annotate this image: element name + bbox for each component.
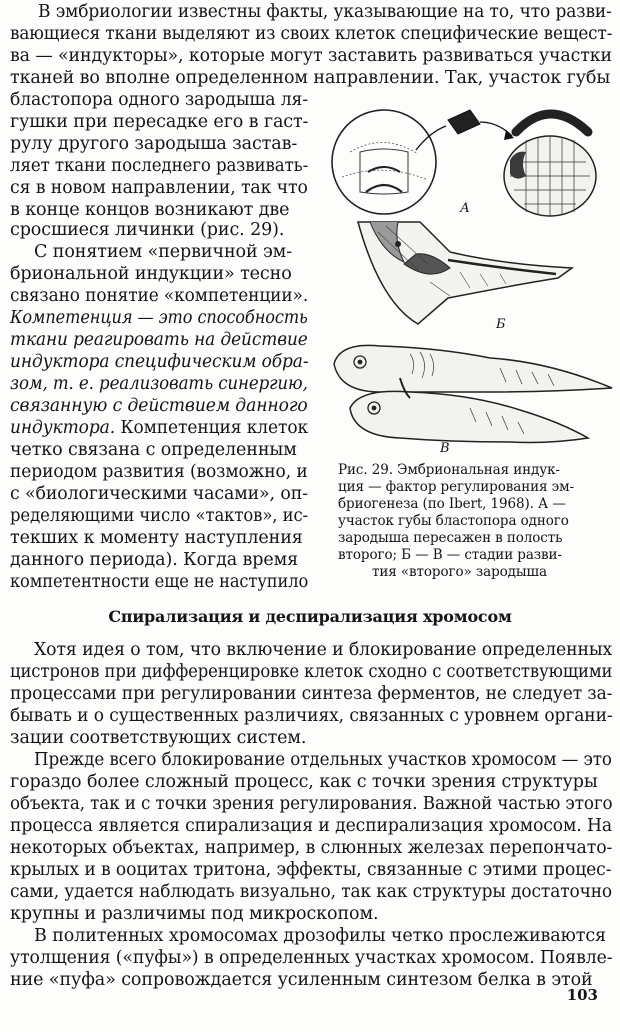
figure-label-a: А bbox=[460, 201, 470, 216]
text-line: бывать и о существенных различиях, связанных с уровнем органи- bbox=[10, 706, 613, 726]
text-span: индуктора. bbox=[10, 418, 116, 438]
section-heading: Спирализация и деспирализация хромосом bbox=[108, 607, 512, 626]
figure-caption-line: второго; Б — В — стадии разви- bbox=[338, 547, 562, 563]
figure-caption-line: Рис. 29. Эмбриональная индук- bbox=[338, 462, 560, 478]
text-line: ткани реагировать на действие bbox=[10, 330, 308, 350]
text-line: процесса является спирализация и деспирализация хромосом. На bbox=[10, 816, 613, 836]
text-line: сами, удается наблюдать визуально, так как структуры достаточно bbox=[10, 882, 613, 902]
text-line: зации соответствующих систем. bbox=[10, 728, 307, 748]
text-line: Компетенция — это способность bbox=[10, 308, 308, 328]
text-line: ва — «индукторы», которые могут заставить развиваться участки bbox=[10, 46, 612, 66]
text-line: бриональной индукции» тесно bbox=[10, 264, 292, 284]
text-line: крылых и в ооцитах тритона, эффекты, связанные с этими процес- bbox=[10, 860, 612, 880]
text-line: цистронов при дифференцировке клеток сходно с соответствующими bbox=[10, 662, 613, 682]
text-line: ляет ткани последнего развивать- bbox=[10, 156, 309, 176]
figure-label-c: В bbox=[440, 441, 450, 456]
text-line: В политенных хромосомах дрозофилы четко прослеживаются bbox=[34, 926, 606, 946]
text-line: тканей во вполне определенном направлении. Так, участок губы bbox=[10, 68, 611, 88]
text-line: сросшиеся личинки (рис. 29). bbox=[10, 220, 285, 240]
embryo-figure bbox=[320, 92, 620, 460]
text-line: объекта, так и с точки зрения регулирования. Важной частью этого bbox=[10, 794, 613, 814]
text-line: текших к моменту наступления bbox=[10, 528, 303, 548]
text-line: компетентности еще не наступило bbox=[10, 572, 309, 592]
text-line: ние «пуфа» сопровождается усиленным синтезом белка в этой bbox=[10, 970, 593, 990]
figure-caption-line: ция — фактор регулирования эм- bbox=[338, 479, 574, 495]
text-line: индуктора специфическим обра- bbox=[10, 352, 309, 372]
text-line: данного периода). Когда время bbox=[10, 550, 299, 570]
text-line: крупны и различимы под микроскопом. bbox=[10, 904, 379, 924]
text-line: гушки при пересадке его в гаст- bbox=[10, 112, 309, 132]
text-line: четко связана с определенным bbox=[10, 440, 297, 460]
text-line: ределяющими число «тактов», ис- bbox=[10, 506, 309, 526]
text-line: утолщения («пуфы») в определенных участках хромосом. Появле- bbox=[10, 948, 613, 968]
text-line: Хотя идея о том, что включение и блокирование определенных bbox=[34, 640, 613, 660]
text-line: С понятием «первичной эм- bbox=[34, 242, 293, 262]
figure-panel-c bbox=[334, 345, 612, 456]
text-line: вающиеся ткани выделяют из своих клеток специфические вещест- bbox=[10, 24, 613, 44]
text-line: периодом развития (возможно, и bbox=[10, 462, 308, 482]
figure-panel-b bbox=[358, 222, 572, 332]
text-line: рулу другого зародыша застав- bbox=[10, 134, 298, 154]
text-line: связанную с действием данного bbox=[10, 396, 308, 416]
figure-caption-line: бриогенеза (по Ibert, 1968). А — bbox=[338, 496, 566, 512]
text-line: в конце концов возникают две bbox=[10, 200, 290, 220]
text-line: бластопора одного зародыша ля- bbox=[10, 90, 308, 110]
text-line: Прежде всего блокирование отдельных участков хромосом — это bbox=[34, 750, 612, 770]
text-span: Компетенция клеток bbox=[115, 418, 309, 438]
text-line: гораздо более сложный процесс, как с точки зрения структуры bbox=[10, 772, 598, 792]
text-line: зом, т. е. реализовать синергию, bbox=[10, 374, 308, 394]
text-line: ся в новом направлении, так что bbox=[10, 178, 308, 198]
text-line bbox=[10, 418, 308, 439]
text-line: связано понятие «компетенции». bbox=[10, 286, 309, 306]
figure-caption-line: участок губы бластопора одного bbox=[338, 513, 569, 529]
page-number: 103 bbox=[566, 986, 598, 1004]
figure-label-b: Б bbox=[496, 317, 506, 332]
figure-caption-line: зародыша пересажен в полость bbox=[338, 530, 563, 546]
text-line: В эмбриологии известны факты, указывающие на то, что разви- bbox=[38, 2, 612, 22]
text-line: с «биологическими часами», оп- bbox=[10, 484, 308, 504]
figure-caption-line: тия «второго» зародыша bbox=[372, 564, 547, 580]
text-line: некоторых объектах, например, в слюнных железах перепончато- bbox=[10, 838, 613, 858]
text-line: процессами при регулировании синтеза ферментов, не следует за- bbox=[10, 684, 613, 704]
figure-panel-a bbox=[332, 110, 596, 216]
